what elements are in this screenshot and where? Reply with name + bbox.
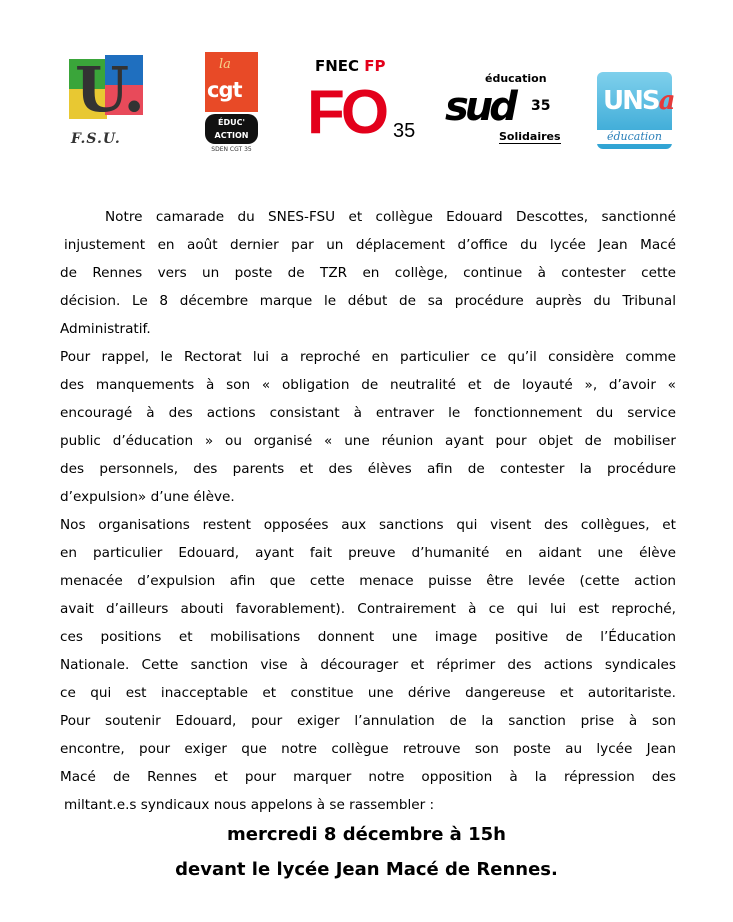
text-line: en particulier Edouard, ayant fait preuve d’humanité en aidant une élève [60,545,676,561]
sud-text: sud [445,84,514,130]
text-line: des manquements à son « obligation de neutralité et de loyauté », d’avoir « [60,377,676,393]
event-date: mercredi 8 décembre à 15h [227,824,506,845]
fsu-logo [67,55,145,153]
fnec-text: FNEC [315,57,360,75]
text-line: menacée d’expulsion afin que cette menace puisse être levée (cette action [60,573,676,589]
unsa-text [603,86,673,116]
text-line: Pour soutenir Edouard, pour exiger l’annulation de la sanction prise à son [60,713,676,729]
sud-number: 35 [531,98,551,114]
sud-logo [445,72,563,147]
educ-text: ÉDUC' [218,118,245,127]
unsa-a: a [658,86,674,116]
text-line: Administratif. [60,321,151,337]
text-line: avait d’ailleurs abouti favorablement). Contrairement à ce qui lui est reproché, [60,601,676,617]
sud-solidaires: Solidaires [499,130,561,143]
text-line: d’expulsion» d’une élève. [60,489,235,505]
fo-logo [307,58,417,155]
sud-education: éducation [485,72,547,85]
text-line: encontre, pour exiger que notre collègue retrouve son poste au lycée Jean [60,741,676,757]
fo-number: 35 [393,120,416,142]
cgt-sub: SDEN CGT 35 [211,146,252,153]
fsu-name: F.S.U. [71,131,121,147]
fp-text: FP [364,57,386,75]
fo-text: FO [307,78,386,147]
text-line: public d’éducation » ou organisé « une réunion ayant pour objet de mobiliser [60,433,676,449]
unsa-logo [597,72,672,149]
action-text: ACTION [214,131,249,140]
text-line: Macé de Rennes et pour marquer notre opposition à la répression des [60,769,676,785]
cgt-logo [205,52,258,156]
text-line: décision. Le 8 décembre marque le début de sa procédure auprès du Tribunal [60,293,676,309]
text-line: Nos organisations restent opposées aux sanctions qui visent des collègues, et [60,517,676,533]
text-line: de Rennes vers un poste de TZR en collège, continue à contester cette [60,265,676,281]
letter-body [60,203,676,819]
text-line: Pour rappel, le Rectorat lui a reproché en particulier ce qu’il considère comme [60,349,676,365]
text-line: encouragé à des actions consistant à entraver le fonctionnement du service [60,405,676,421]
fnec-fp [315,58,386,75]
educ-action-badge [205,114,258,144]
text-line: miltant.e.s syndicaux nous appelons à se rassembler : [64,797,435,813]
text-line: des personnels, des parents et des élèves afin de contester la procédure [60,461,676,477]
event-place: devant le lycée Jean Macé de Rennes. [175,859,558,880]
unsa-education: éducation [597,130,672,144]
text-line: injustement en août dernier par un déplacement d’office du lycée Jean Macé [64,237,676,253]
text-line: Notre camarade du SNES-FSU et collègue Edouard Descottes, sanctionné [105,209,676,225]
unsa-uns: UNS [603,86,659,116]
text-line: ce qui est inacceptable et constitue une dérive dangereuse et autoritariste. [60,685,676,701]
fsu-letter: U. [75,53,145,126]
cgt-text: cgt [207,78,242,102]
cgt-la: la [219,57,231,72]
text-line: ces positions et mobilisations donnent une image positive de l’Éducation [60,629,676,645]
text-line: Nationale. Cette sanction vise à décourager et réprimer des actions syndicales [60,657,676,673]
